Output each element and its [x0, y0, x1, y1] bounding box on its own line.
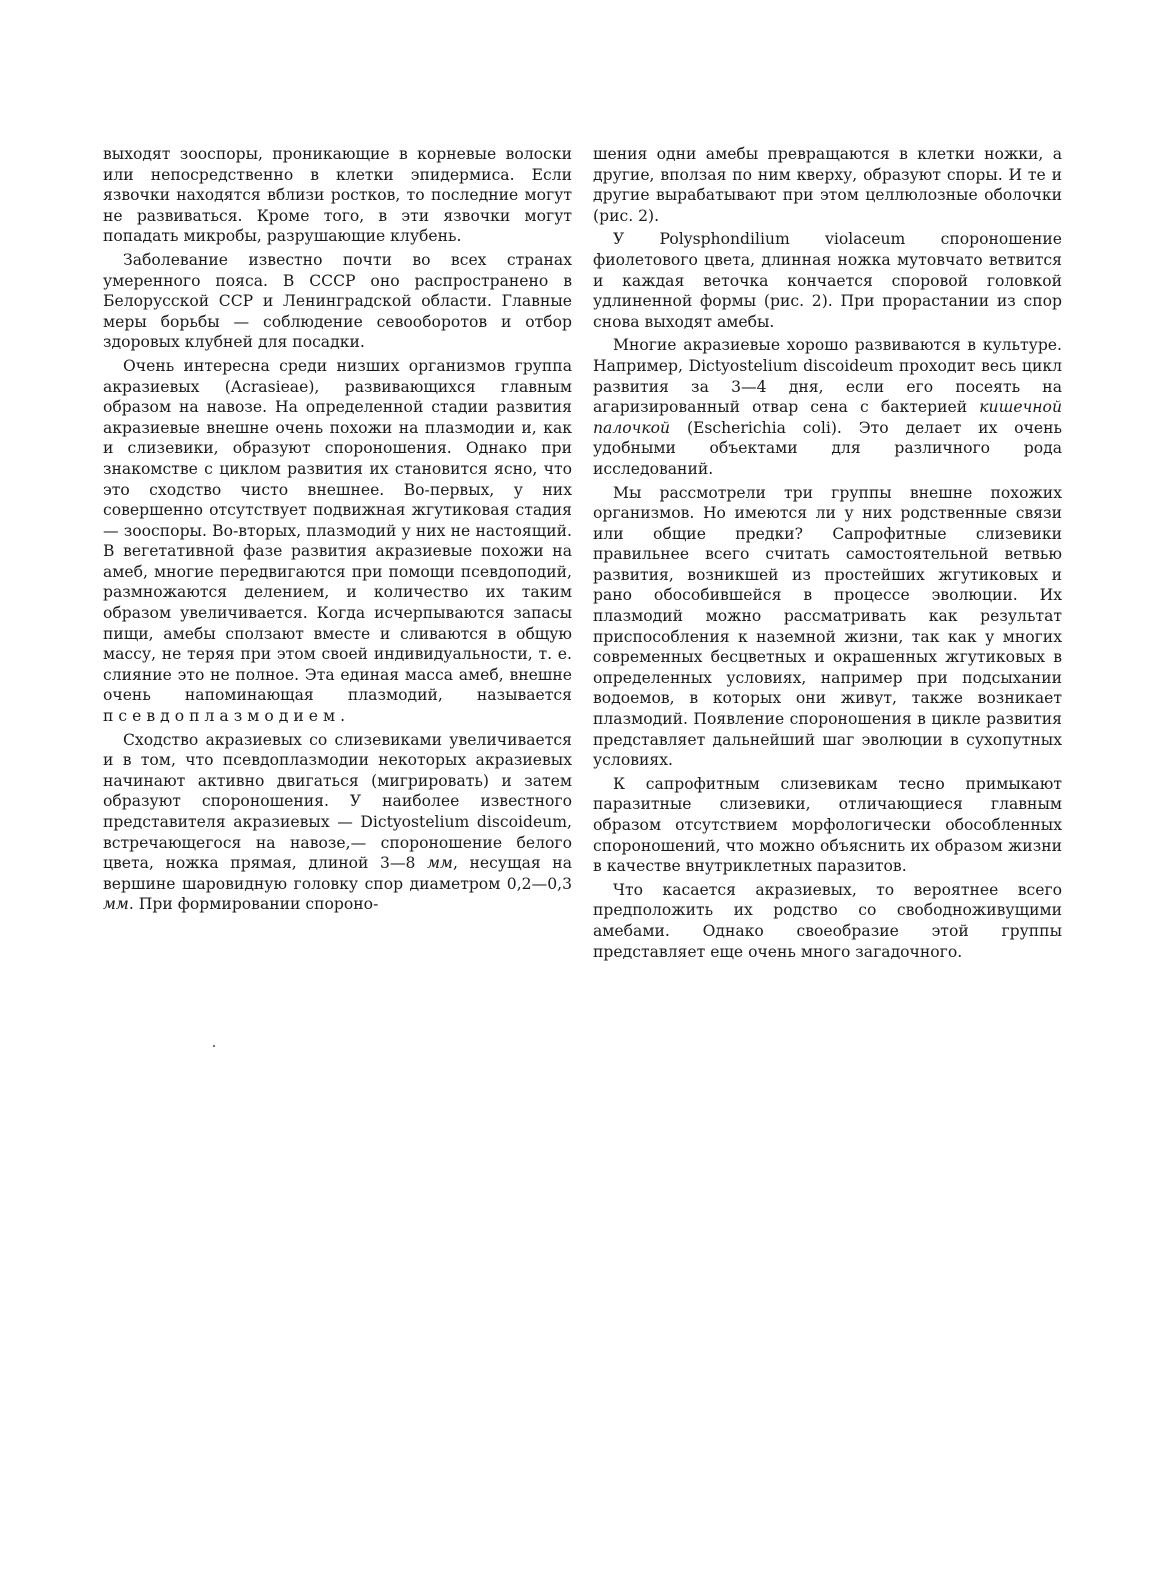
print-speck — [213, 1045, 215, 1047]
culture-text-a: Многие акразиевые хорошо развиваются в культуре. Например, Dictyostelium discoideum проходит весь цикл развития за 3—4 дня, если его посеять на агаризированный отвар сена с бактерией — [593, 336, 1062, 417]
similarity-text-c: При формировании спороно- — [133, 895, 379, 914]
culture-text-b: (Escherichia coli). Это делает их очень удобными объектами для различного рода исследований. — [593, 418, 1062, 478]
ecoli-term: кишечной палочкой — [593, 398, 1062, 437]
similarity-text-b: , несущая на вершине шаровидную головку спор диаметром 0,2—0,3 — [103, 854, 572, 893]
paragraph-conclusion: Что касается акразиевых, то вероятнее всего предположить их родство со свободноживущими амебами. Однако своеобразие этой группы представляет еще очень много загадочного. — [593, 880, 1062, 961]
paragraph-evolution: Мы рассмотрели три группы внешне похожих организмов. Но имеются ли у них родственные связи или общие предки? Сапрофитные слизевики правильнее всего считать самостоятельной ветвью развития, возникшей из простейших жгутиковых и рано обособившейся в процессе эволюции. Их плазмодий можно рассматривать как результат приспособления к наземной жизни, так как у многих современных бесцветных и окрашенных жгутиковых в определенных условиях, например при подсыхании водоемов, в которых они живут, также возникает плазмодий. Появление спороношения в цикле развития представляет дальнейший шаг эволюции в сухопутных условиях. — [593, 483, 1062, 770]
right-text-column — [593, 144, 1062, 965]
acrasieae-end: . — [340, 707, 346, 726]
paragraph-parasitic: К сапрофитным слизевикам тесно примыкают паразитные слизевики, отличающиеся главным образом отсутствием морфологически обособленных спороношений, что можно объяснить их образом жизни в качестве внутриклетных паразитов. — [593, 774, 1062, 876]
unit-mm-1: мм — [427, 854, 453, 873]
paragraph-similarity — [103, 730, 572, 915]
paragraph-zoospores: выходят зооспоры, проникающие в корневые волоски или непосредственно в клетки эпидермиса. Если язвочки находятся вблизи ростков, то последние могут не развиваться. Кроме того, в эти язвочки могут попадать микробы, разрушающие клубень. — [103, 145, 572, 246]
paragraph-acrasieae — [103, 356, 572, 727]
unit-mm-2: мм. — [103, 895, 134, 914]
similarity-text-a: Сходство акразиевых со слизевиками увеличивается и в том, что псевдоплазмодии некоторых акразиевых начинают активно двигаться (мигрировать) и затем образуют спороношения. У наиболее известного представителя акразиевых — Dictyostelium discoideum, встречающегося на навозе,— спороношение белого цвета, ножка прямая, длиной 3—8 — [103, 730, 572, 873]
paragraph-sporulation-cont: шения одни амебы превращаются в клетки ножки, а другие, вползая по ним кверху, образуют споры. И те и другие вырабатывают при этом целлюлозные оболочки (рис. 2). — [593, 145, 1062, 225]
pseudoplasmodium-term: псевдоплазмодием — [103, 707, 341, 726]
paragraph-disease-distribution: Заболевание известно почти во всех странах умеренного пояса. В СССР оно распространено в Белорусской ССР и Ленинградской области. Главные меры борьбы — соблюдение севооборотов и отбор здоровых клубней для посадки. — [103, 250, 572, 352]
left-text-column — [103, 144, 572, 918]
paragraph-polysphondilium: У Polysphondilium violaceum спороношение фиолетового цвета, длинная ножка мутовчато ветвится и каждая веточка кончается споровой головкой удлиненной формы (рис. 2). При прорастании из спор снова выходят амебы. — [593, 230, 1062, 331]
acrasieae-text: Очень интересна среди низших организмов группа акразиевых (Acrasieae), развивающихся главным образом на навозе. На определенной стадии развития акразиевые внешне очень похожи на плазмодии и, как и слизевики, образуют спороношения. Однако при знакомстве с циклом развития их становится ясно, что это сходство чисто внешнее. Во-первых, у них совершенно отсутствует подвижная жгутиковая стадия — зооспоры. Во-вторых, плазмодий у них не настоящий. В вегетативной фазе развития акразиевые похожи на амеб, многие передвигаются при помощи псевдоподий, размножаются делением, и количество их таким образом увеличивается. Когда исчерпываются запасы пищи, амебы сползают вместе и сливаются в общую массу, не теряя при этом своей индивидуальности, т. е. слияние это не полное. Эта единая масса амеб, внешне очень напоминающая плазмодий, называется — [103, 356, 572, 705]
paragraph-culture — [593, 335, 1062, 479]
